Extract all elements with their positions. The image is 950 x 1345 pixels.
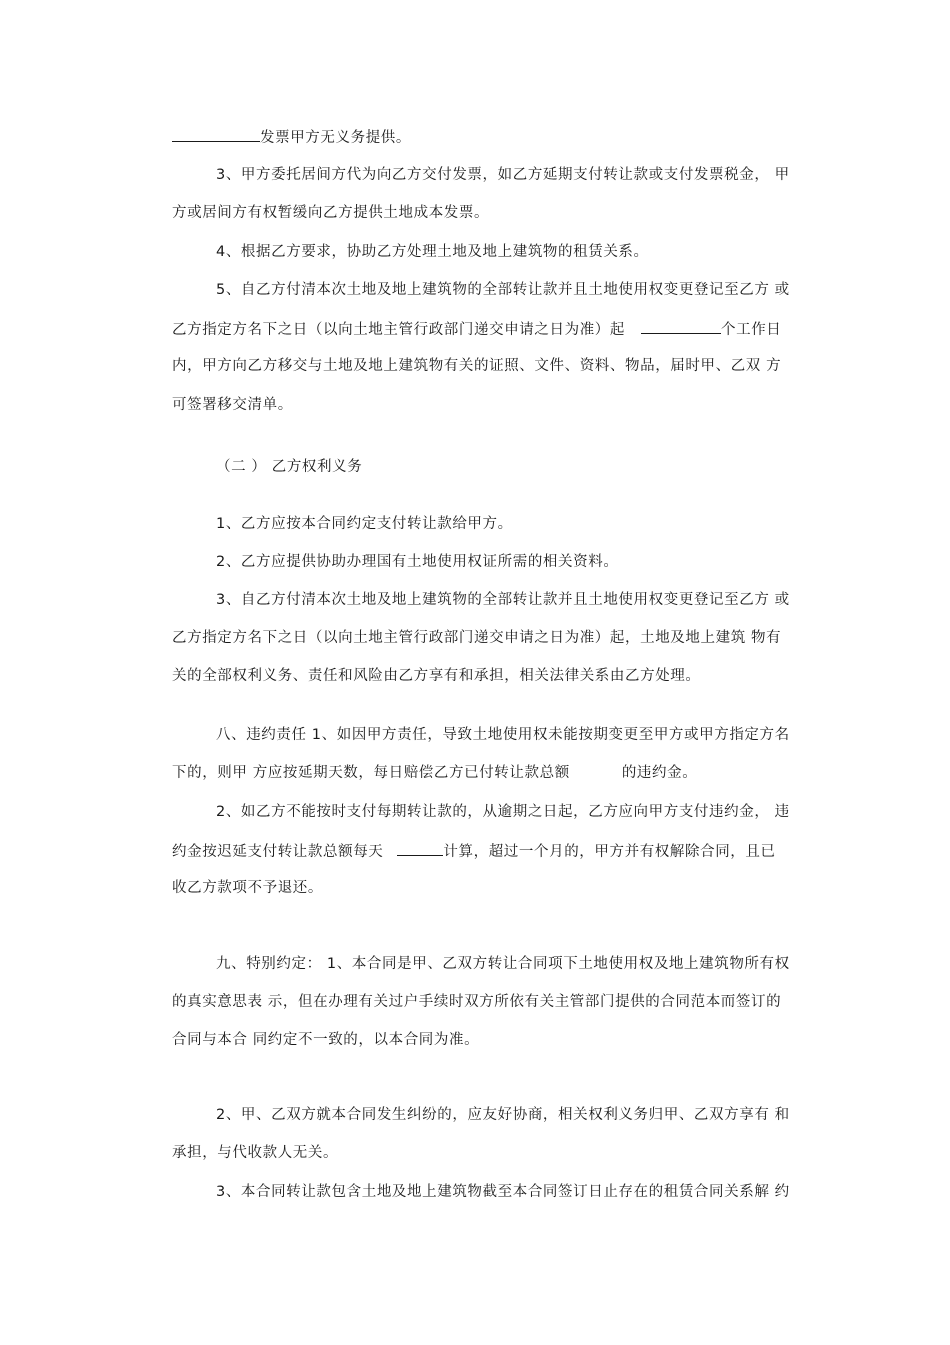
fill-blank [397, 840, 443, 856]
text-line: 3、本合同转让款包含土地及地上建筑物截至本合同签订日止存在的租赁合同关系解 约 [216, 1184, 790, 1200]
text-span: 约金按迟延支付转让款总额每天 [172, 844, 384, 860]
text-line: 关的全部权利义务、责任和风险由乙方享有和承担，相关法律关系由乙方处理。 [172, 668, 701, 684]
text-span: 下的，则甲 方应按延期天数，每日赔偿乙方已付转让款总额 [172, 765, 570, 781]
text-line: 3、甲方委托居间方代为向乙方交付发票，如乙方延期支付转让款或支付发票税金， 甲 [216, 167, 790, 183]
text-line [172, 840, 776, 862]
text-line: 合同与本合 同约定不一致的，以本合同为准。 [172, 1032, 480, 1048]
text-line: 方或居间方有权暂缓向乙方提供土地成本发票。 [172, 205, 490, 221]
text-line [172, 318, 781, 340]
fill-blank [641, 318, 721, 334]
text-span: 乙方指定方名下之日（以向土地主管行政部门递交申请之日为准）起 [172, 322, 625, 338]
section-heading: （二 ） 乙方权利义务 [216, 459, 363, 475]
text-line: 承担，与代收款人无关。 [172, 1145, 339, 1161]
text-line: 5、自乙方付清本次土地及地上建筑物的全部转让款并且土地使用权变更登记至乙方 或 [216, 282, 790, 298]
text-line: 1、乙方应按本合同约定支付转让款给甲方。 [216, 516, 513, 532]
text-span: 计算，超过一个月的，甲方并有权解除合同，且已 [443, 844, 776, 860]
text-line: 九、特别约定： 1、本合同是甲、乙双方转让合同项下土地使用权及地上建筑物所有权 [216, 956, 790, 972]
text-line: 2、如乙方不能按时支付每期转让款的，从逾期之日起，乙方应向甲方支付违约金， 违 [216, 804, 790, 820]
text-span: 个工作日 [721, 322, 782, 338]
text-line: 2、甲、乙双方就本合同发生纠纷的，应友好协商，相关权利义务归甲、乙双方享有 和 [216, 1107, 790, 1123]
text-line: 内，甲方向乙方移交与土地及地上建筑物有关的证照、文件、资料、物品，届时甲、乙双 方 [172, 358, 782, 374]
text-line [172, 126, 411, 148]
text-line: 乙方指定方名下之日（以向土地主管行政部门递交申请之日为准）起，土地及地上建筑 物有 [172, 630, 782, 646]
text-line: 的真实意思表 示，但在办理有关过户手续时双方所依有关主管部门提供的合同范本而签订的 [172, 994, 782, 1010]
text-span: 的违约金。 [621, 765, 698, 781]
text-line: 收乙方款项不予退还。 [172, 880, 323, 896]
text-line: 3、自乙方付清本次土地及地上建筑物的全部转让款并且土地使用权变更登记至乙方 或 [216, 592, 790, 608]
text-span: 发票甲方无义务提供。 [260, 130, 411, 146]
text-line [172, 763, 697, 783]
text-line: 2、乙方应提供协助办理国有土地使用权证所需的相关资料。 [216, 554, 619, 570]
text-line: 可签署移交清单。 [172, 397, 293, 413]
text-line: 八、违约责任 1、如因甲方责任，导致土地使用权未能按期变更至甲方或甲方指定方名 [216, 727, 790, 743]
fill-blank [172, 126, 260, 142]
text-line: 4、根据乙方要求，协助乙方处理土地及地上建筑物的租赁关系。 [216, 244, 649, 260]
